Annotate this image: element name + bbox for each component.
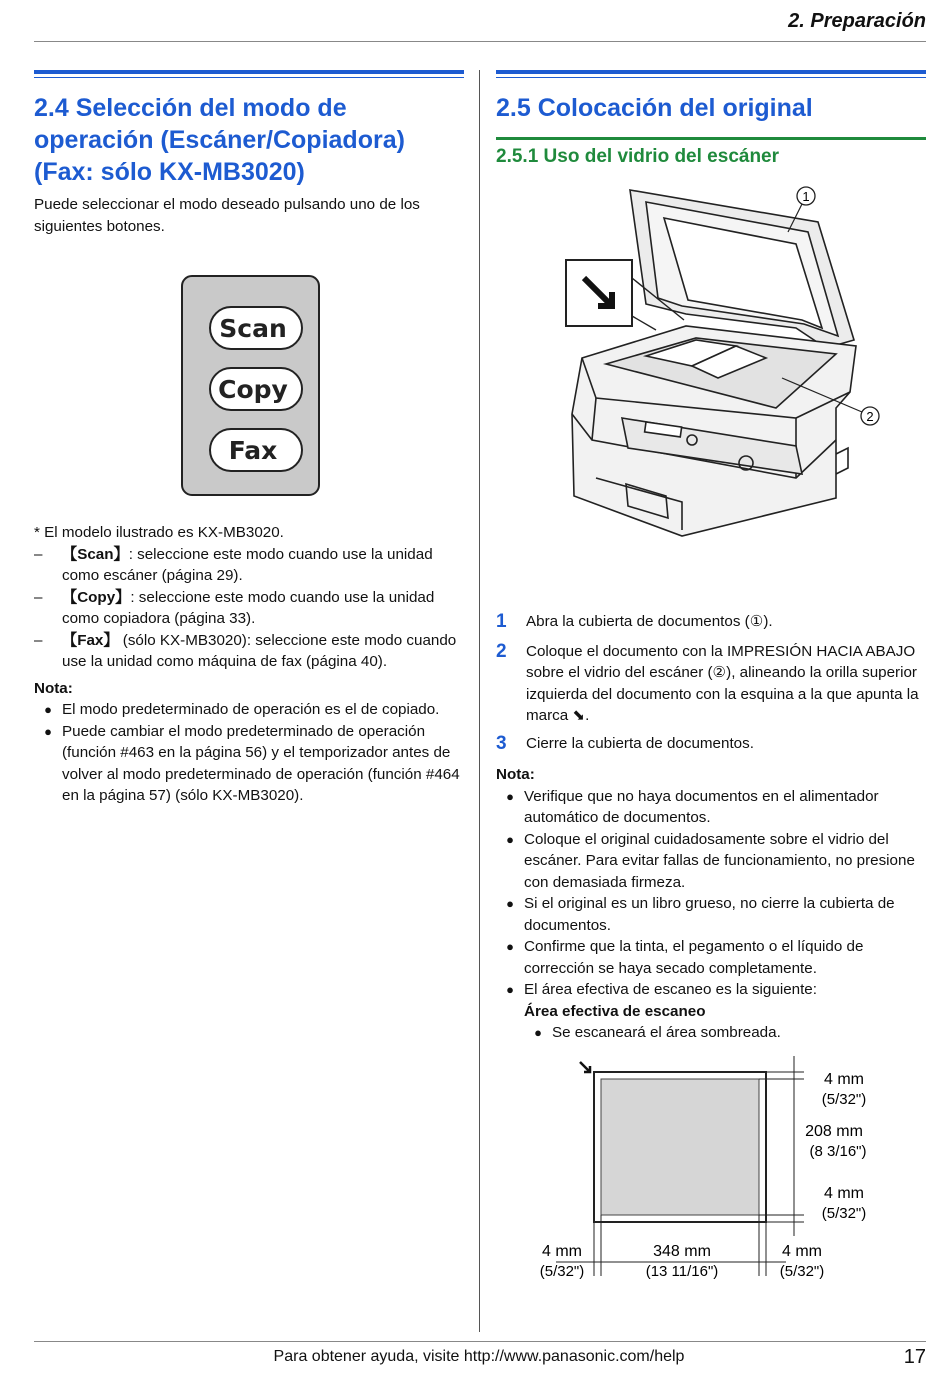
note-item xyxy=(496,893,926,936)
step-1 xyxy=(496,611,926,633)
step-text: Abra la cubierta de documentos (①). xyxy=(526,613,773,630)
column-divider xyxy=(479,70,480,1332)
dim-bottom-mm: 4 mm xyxy=(824,1184,864,1202)
bullet-icon: ● xyxy=(506,788,514,804)
section-bar xyxy=(496,70,926,74)
nota-label: Nota: xyxy=(34,679,73,697)
help-footer: Para obtener ayuda, visite http://www.panasonic.com/help xyxy=(273,1348,685,1365)
dash: – xyxy=(34,545,43,563)
note-item xyxy=(496,829,926,894)
bullet-icon: ● xyxy=(506,896,514,911)
page-number: 17 xyxy=(903,1346,926,1368)
mode-text-scan: : seleccione este modo cuando use la unidad como escáner (página 29). xyxy=(62,545,433,584)
dim-width-mm: 348 mm xyxy=(653,1242,711,1260)
scan-area-diagram xyxy=(496,1056,926,1296)
mode-key-scan: 【Scan】 xyxy=(62,545,129,563)
scanner-illustration xyxy=(496,178,926,588)
note-item xyxy=(496,786,926,829)
mode-item-scan xyxy=(34,544,464,587)
mode-text-fax: (sólo KX-MB3020): seleccione este modo cuando use la unidad como máquina de fax (página 40). xyxy=(62,631,457,670)
callout-2-label: 2 xyxy=(866,409,874,424)
corner-arrow-icon xyxy=(580,1062,590,1072)
section-heading-2-4: 2.4 Selección del modo de operación (Escáner/Copiadora) (Fax: sólo KX-MB3020) xyxy=(34,94,405,186)
section-heading-2-5: 2.5 Colocación del original xyxy=(496,94,813,122)
dim-height-in: (8 3/16") xyxy=(809,1142,867,1160)
note-text: El área efectiva de escaneo es la siguiente: xyxy=(524,981,817,998)
left-column xyxy=(34,70,464,807)
section-bar-thin xyxy=(34,77,464,78)
mode-item-fax xyxy=(34,630,464,673)
chapter-title: 2. Preparación xyxy=(788,10,926,32)
subsection-bar xyxy=(496,137,926,140)
dash: – xyxy=(34,631,43,649)
mode-key-fax: 【Fax】 xyxy=(62,631,119,649)
dash: – xyxy=(34,588,43,606)
bullet-icon: ● xyxy=(506,939,514,954)
step-number: 2 xyxy=(496,640,507,662)
mode-item-body xyxy=(62,544,464,587)
bullet-icon: ● xyxy=(44,702,52,717)
header-divider xyxy=(34,41,926,42)
nota-label: Nota: xyxy=(496,766,535,783)
shaded-scan-area xyxy=(601,1079,759,1215)
dim-bottom-in: (5/32") xyxy=(821,1204,867,1222)
step-text: Coloque el documento con la IMPRESIÓN HACIA ABAJO sobre el vidrio del escáner (②), alineando la orilla superior izquierda del documento con la esquina a la que apunta la marca ⬊. xyxy=(526,642,919,724)
step-2 xyxy=(496,641,926,727)
dim-left-mm: 4 mm xyxy=(542,1242,582,1260)
section-bar xyxy=(34,70,464,74)
footer-divider xyxy=(34,1341,926,1342)
steps-list xyxy=(496,611,926,754)
note-text: Puede cambiar el modo predeterminado de operación (función #463 en la página 56) y el temporizador antes de volver al modo predeterminado de operación (función #464 en la página 57) (sólo KX-MB3020). xyxy=(62,722,460,804)
section-bar-thin xyxy=(496,77,926,78)
dim-top-mm: 4 mm xyxy=(824,1070,864,1088)
mode-item-body xyxy=(62,587,464,630)
note-item xyxy=(34,699,464,721)
note-text: Coloque el original cuidadosamente sobre el vidrio del escáner. Para evitar fallas de funcionamiento, no presione con demasiada firmeza. xyxy=(524,830,915,891)
bullet-icon: ● xyxy=(506,831,514,847)
note-text: Verifique que no haya documentos en el alimentador automático de documentos. xyxy=(524,787,879,826)
step-number: 3 xyxy=(496,732,507,754)
note-text: El modo predeterminado de operación es el de copiado. xyxy=(62,701,440,718)
bullet-icon: ● xyxy=(44,723,52,739)
bullet-icon: ● xyxy=(506,982,514,997)
area-note-text: Se escaneará el área sombreada. xyxy=(552,1024,781,1041)
right-column xyxy=(496,70,926,1296)
area-title: Área efectiva de escaneo xyxy=(524,1002,706,1020)
copy-button-label: Copy xyxy=(218,375,288,404)
mode-text-copy: : seleccione este modo cuando use la unidad como copiadora (página 33). xyxy=(62,588,435,627)
step-3 xyxy=(496,733,926,755)
model-note: * El modelo ilustrado es KX-MB3020. xyxy=(34,524,284,541)
scan-button-label: Scan xyxy=(219,314,287,343)
dim-right-mm: 4 mm xyxy=(782,1242,822,1260)
step-text: Cierre la cubierta de documentos. xyxy=(526,734,754,752)
dim-left-in: (5/32") xyxy=(539,1262,585,1280)
note-item xyxy=(496,936,926,979)
intro-text: Puede seleccionar el modo deseado pulsando uno de los siguientes botones. xyxy=(34,196,420,235)
mode-item-copy xyxy=(34,587,464,630)
note-item xyxy=(34,721,464,807)
step-number: 1 xyxy=(496,611,507,632)
dim-top-in: (5/32") xyxy=(821,1090,867,1108)
subsection-heading: 2.5.1 Uso del vidrio del escáner xyxy=(496,146,780,167)
note-item xyxy=(496,979,926,1001)
mode-buttons-illustration xyxy=(34,274,464,509)
dim-right-in: (5/32") xyxy=(779,1262,825,1280)
callout-1-label: 1 xyxy=(802,189,810,204)
bullet-icon: ● xyxy=(534,1025,542,1040)
mode-item-body xyxy=(62,630,464,673)
note-text: Si el original es un libro grueso, no cierre la cubierta de documentos. xyxy=(524,895,895,934)
area-note xyxy=(496,1022,926,1044)
mode-list xyxy=(34,544,464,673)
dim-height-mm: 208 mm xyxy=(805,1122,863,1140)
note-text: Confirme que la tinta, el pegamento o el líquido de corrección se haya secado completamente. xyxy=(524,938,864,977)
fax-button-label: Fax xyxy=(228,436,278,465)
dim-width-in: (13 11/16") xyxy=(645,1262,719,1280)
mode-key-copy: 【Copy】 xyxy=(62,588,131,606)
